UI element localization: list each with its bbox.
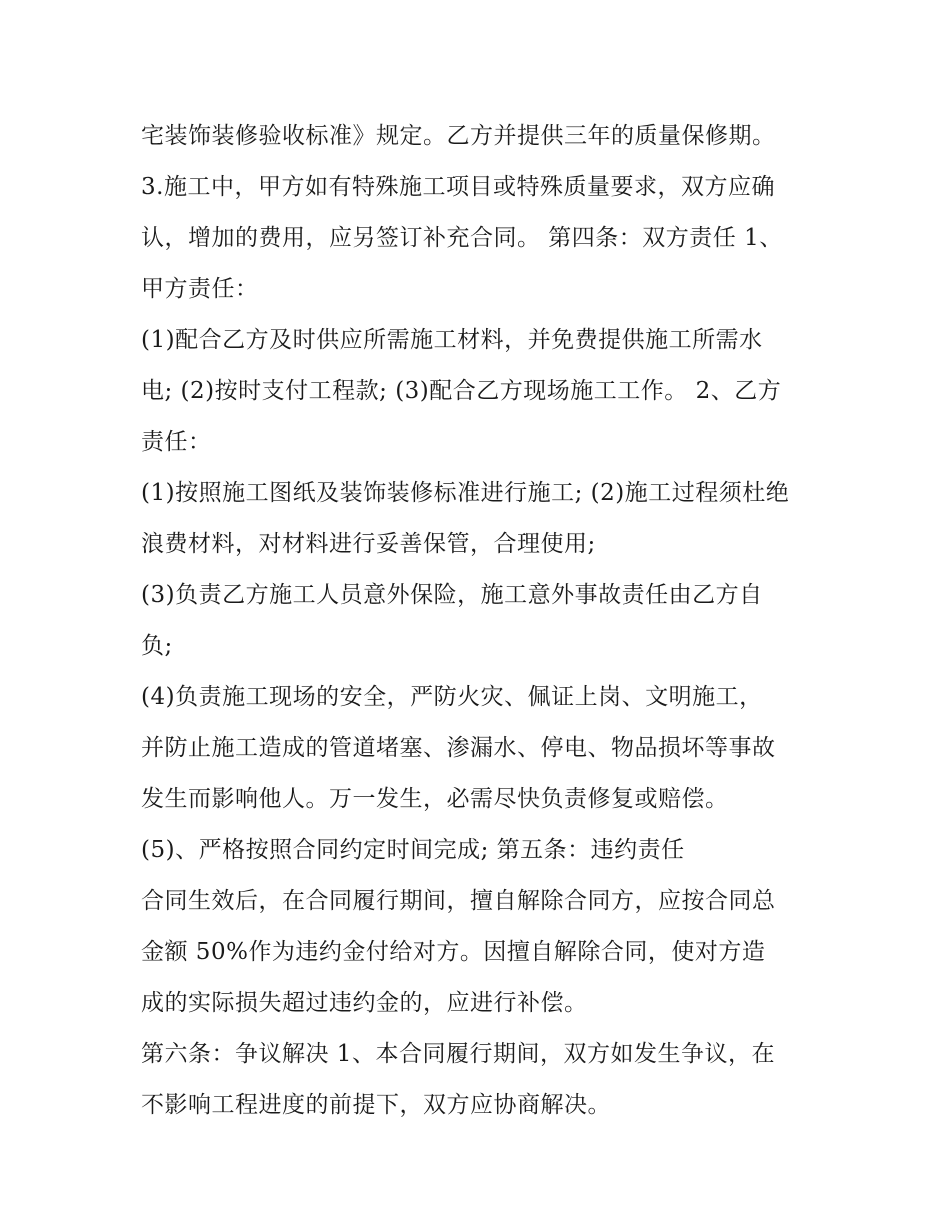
text-line: 电; (2)按时支付工程款; (3)配合乙方现场施工工作。 2、乙方 <box>141 378 782 404</box>
text-line: (1)按照施工图纸及装饰装修标准进行施工; (2)施工过程须杜绝 <box>141 480 790 506</box>
contract-text <box>141 111 821 1131</box>
text-line: 合同生效后，在合同履行期间，擅自解除合同方，应按合同总 <box>141 888 776 914</box>
text-line: 宅装饰装修验收标准》规定。乙方并提供三年的质量保修期。 <box>141 123 776 149</box>
text-line: 发生而影响他人。万一发生，必需尽快负责修复或赔偿。 <box>141 786 729 812</box>
text-line: 第六条：争议解决 1、本合同履行期间，双方如发生争议，在 <box>141 1041 775 1067</box>
text-line: 3.施工中，甲方如有特殊施工项目或特殊质量要求，双方应确 <box>141 174 775 200</box>
text-line: (5)、严格按照合同约定时间完成; 第五条：违约责任 <box>141 837 685 863</box>
text-line: 成的实际损失超过违约金的，应进行补偿。 <box>141 990 588 1016</box>
text-line: 责任： <box>141 429 212 455</box>
text-line: 金额 50%作为违约金付给对方。因擅自解除合同，使对方造 <box>141 939 766 965</box>
text-line: (4)负责施工现场的安全，严防火灾、佩证上岗、文明施工， <box>141 684 763 710</box>
text-line: 并防止施工造成的管道堵塞、渗漏水、停电、物品损坏等事故 <box>141 735 776 761</box>
text-line: 甲方责任： <box>141 276 259 302</box>
text-line: (1)配合乙方及时供应所需施工材料，并免费提供施工所需水 <box>141 327 763 353</box>
text-line: 不影响工程进度的前提下，双方应协商解决。 <box>141 1092 611 1118</box>
text-line: 认，增加的费用，应另签订补充合同。 第四条：双方责任 1、 <box>141 225 783 251</box>
text-line: 浪费材料，对材料进行妥善保管，合理使用; <box>141 531 596 557</box>
text-line: 负; <box>141 633 173 659</box>
text-line: (3)负责乙方施工人员意外保险，施工意外事故责任由乙方自 <box>141 582 763 608</box>
